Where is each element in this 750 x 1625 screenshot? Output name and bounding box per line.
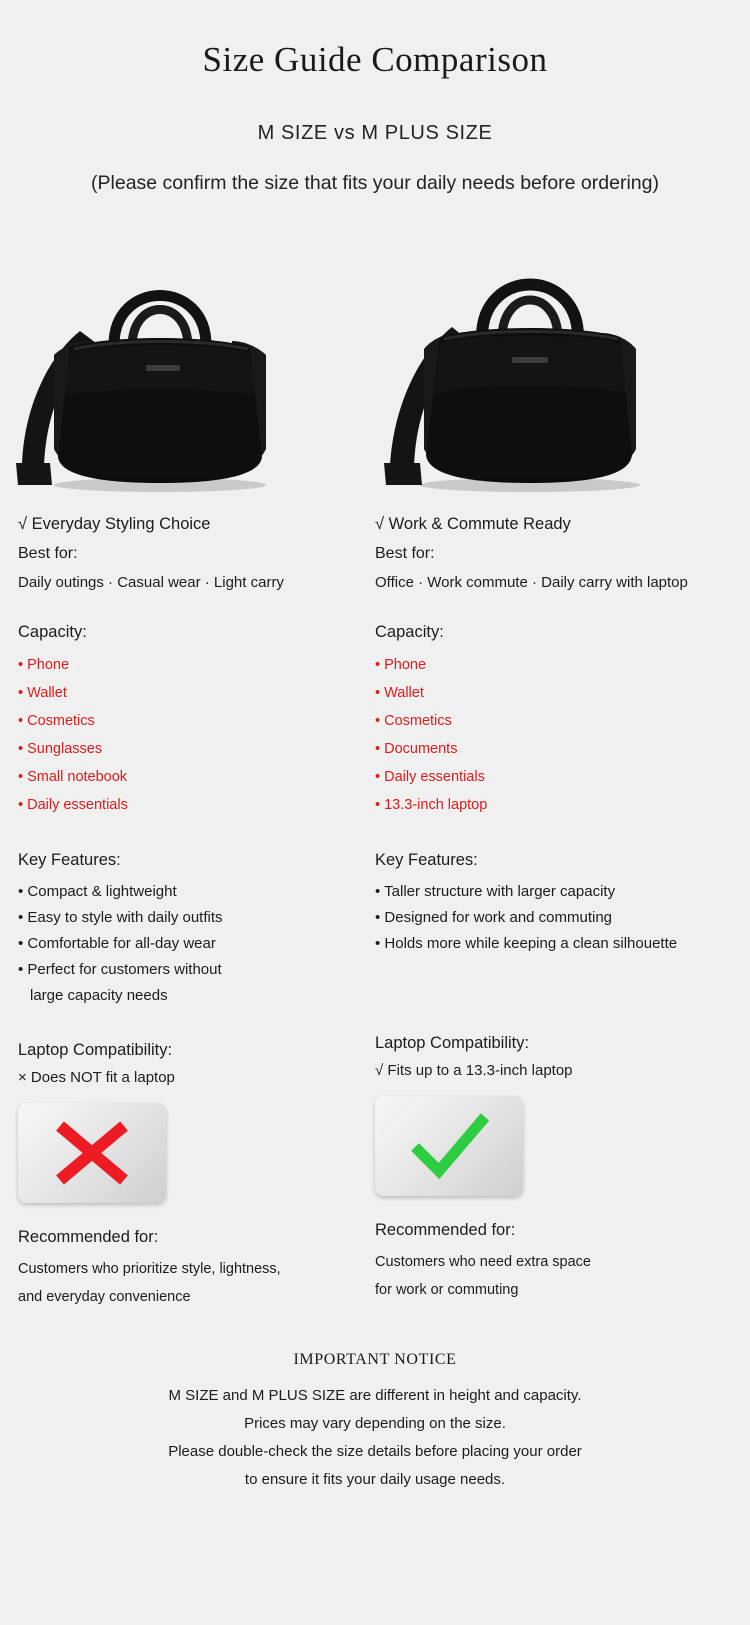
list-item-continuation: large capacity needs [30,987,168,1004]
list-item: • Compact & lightweight [18,883,177,900]
column-m-size [18,515,375,1311]
list-item: • Comfortable for all-day wear [18,935,216,952]
red-x-icon [46,1116,138,1190]
laptop-label: Laptop Compatibility: [375,1034,530,1052]
page-note: (Please confirm the size that fits your daily needs before ordering) [91,172,659,194]
capacity-list [375,651,722,819]
recommended-label: Recommended for: [375,1221,516,1239]
best-for-value: Daily outings · Casual wear · Light carry [18,574,284,591]
laptop-value: × Does NOT fit a laptop [18,1069,175,1086]
best-for-label: Best for: [18,545,78,562]
recommended-line: for work or commuting [375,1282,519,1298]
features-label: Key Features: [18,851,121,869]
list-item: • Daily essentials [375,769,485,785]
notice-line: Please double-check the size details before placing your order [168,1443,582,1460]
list-item: • Small notebook [18,769,128,785]
list-item: • Daily essentials [18,797,128,813]
important-notice [0,1351,750,1494]
bag-images [0,225,750,515]
notice-title: IMPORTANT NOTICE [293,1351,457,1368]
best-for-value: Office · Work commute · Daily carry with laptop [375,574,688,591]
list-item: • Wallet [18,685,67,701]
notice-line: to ensure it fits your daily usage needs. [244,1471,506,1488]
laptop-value: √ Fits up to a 13.3-inch laptop [375,1062,573,1079]
features-label: Key Features: [375,851,478,869]
list-item: • Phone [375,657,427,673]
notice-line: Prices may vary depending on the size. [244,1415,506,1432]
page-subtitle: M SIZE vs M PLUS SIZE [257,122,493,144]
list-item: • Cosmetics [375,713,452,729]
comparison-columns [0,515,750,1311]
list-item: • Holds more while keeping a clean silhouette [375,935,678,952]
recommended-line: Customers who prioritize style, lightness, [18,1261,281,1277]
capacity-list [18,651,365,819]
list-item: • Cosmetics [18,713,95,729]
list-item [18,957,365,1009]
features-list [375,879,722,957]
page-title: Size Guide Comparison [202,40,548,79]
recommended-line: Customers who need extra space [375,1254,591,1270]
lead-text: √ Everyday Styling Choice [18,515,211,533]
list-item: • Taller structure with larger capacity [375,883,616,900]
list-item: • Designed for work and commuting [375,909,613,926]
list-item: • Documents [375,741,458,757]
recommended-label: Recommended for: [18,1228,159,1246]
list-item: • Wallet [375,685,424,701]
bag-image-m-size [10,235,310,510]
capacity-label: Capacity: [375,623,444,641]
best-for-label: Best for: [375,545,435,562]
column-m-plus-size [375,515,732,1311]
list-item-text: • Perfect for customers without [18,961,222,978]
list-item: • 13.3-inch laptop [375,797,488,813]
bag-image-m-plus-size [378,227,678,512]
notice-line: M SIZE and M PLUS SIZE are different in height and capacity. [168,1387,582,1404]
green-check-icon [399,1109,499,1183]
list-item: • Phone [18,657,70,673]
laptop-label: Laptop Compatibility: [18,1041,173,1059]
list-item: • Easy to style with daily outfits [18,909,223,926]
laptop-status-card [18,1103,166,1203]
lead-text: √ Work & Commute Ready [375,515,571,533]
recommended-line: and everyday convenience [18,1289,191,1305]
list-item: • Sunglasses [18,741,103,757]
capacity-label: Capacity: [18,623,87,641]
laptop-status-card [375,1096,523,1196]
features-list [18,879,365,1009]
